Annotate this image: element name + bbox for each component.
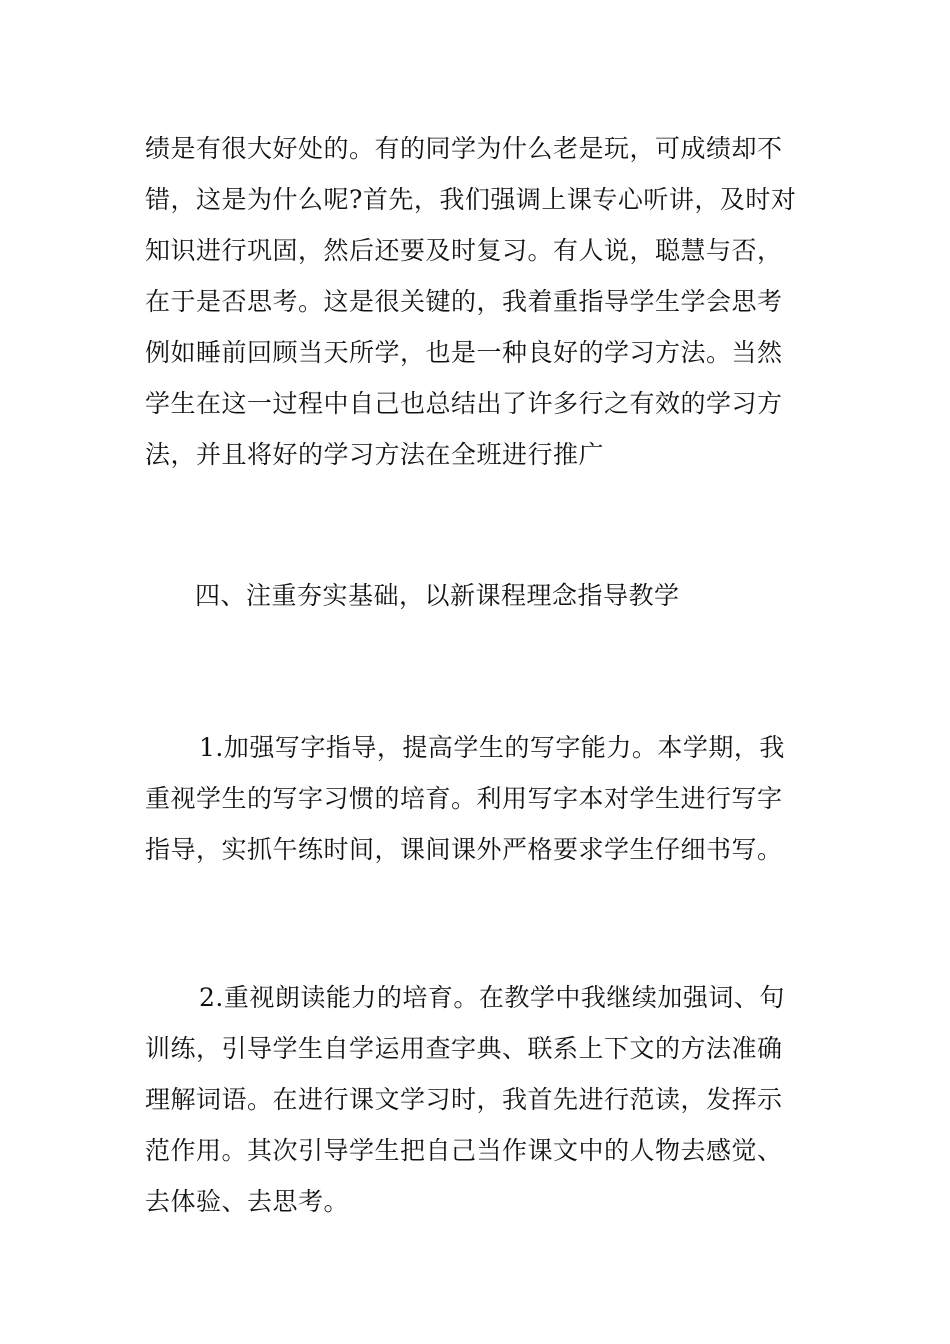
paragraph-line: 范作用。其次引导学生把自己当作课文中的人物去感觉、 — [145, 1136, 783, 1165]
paragraph-line: 知识进行巩固，然后还要及时复习。有人说，聪慧与否， — [145, 236, 783, 265]
paragraph-line: 法，并且将好的学习方法在全班进行推广 — [145, 440, 605, 469]
paragraph-line: 去体验、去思考。 — [145, 1187, 350, 1216]
paragraph-line: 指导，实抓午练时间，课间课外严格要求学生仔细书写。 — [145, 835, 783, 864]
paragraph-line: 错，这是为什么呢?首先，我们强调上课专心听讲，及时对 — [145, 185, 797, 214]
paragraph-line: 理解词语。在进行课文学习时，我首先进行范读，发挥示 — [145, 1085, 783, 1114]
paragraph-writing-guidance — [145, 722, 815, 875]
paragraph-line: 2.重视朗读能力的培育。在教学中我继续加强词、句 — [199, 983, 785, 1012]
paragraph-line: 学生在这一过程中自己也总结出了许多行之有效的学习方 — [145, 389, 783, 418]
paragraph-line: 1.加强写字指导，提高学生的写字能力。本学期，我 — [199, 733, 785, 762]
paragraph-line: 绩是有很大好处的。有的同学为什么老是玩，可成绩却不 — [145, 134, 783, 163]
paragraph-line: 重视学生的写字习惯的培育。利用写字本对学生进行写字 — [145, 784, 783, 813]
paragraph-line: 例如睡前回顾当天所学，也是一种良好的学习方法。当然 — [145, 338, 783, 367]
paragraph-study-methods — [145, 123, 815, 480]
paragraph-line: 训练，引导学生自学运用查字典、联系上下文的方法准确 — [145, 1034, 783, 1063]
section-heading-text: 四、注重夯实基础，以新课程理念指导教学 — [195, 581, 680, 610]
paragraph-line: 在于是否思考。这是很关键的，我着重指导学生学会思考 — [145, 287, 783, 316]
section-heading-four — [195, 570, 815, 621]
paragraph-reading-ability — [145, 972, 815, 1227]
